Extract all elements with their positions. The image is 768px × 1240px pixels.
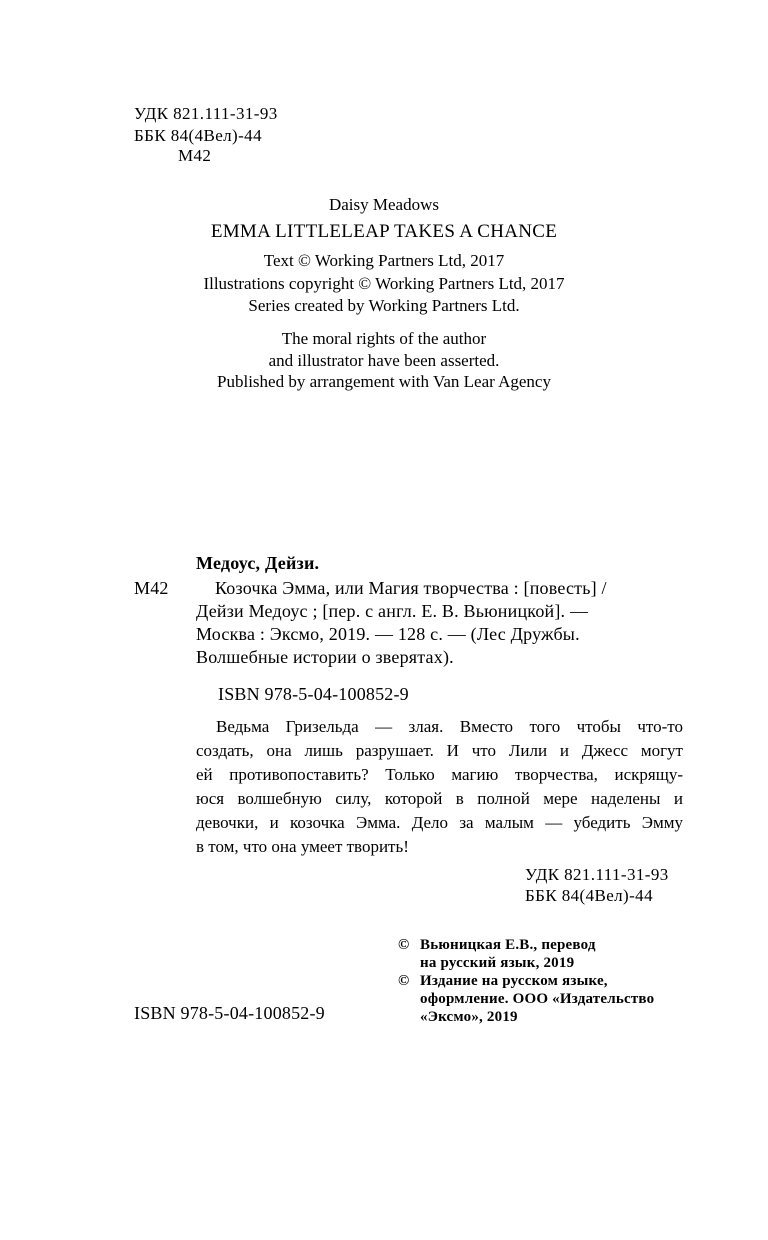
copyright-symbol: © (398, 973, 410, 989)
rights-line: and illustrator have been asserted. (268, 351, 500, 370)
rights-line: The moral rights of the author (281, 329, 487, 348)
copyright-line: оформление. ООО «Издательство (420, 991, 655, 1007)
udk-code-bottom: УДК 821.111-31-93 (525, 865, 669, 884)
copyright-symbol: © (398, 937, 410, 953)
footer-isbn: ISBN 978-5-04-100852-9 (134, 1003, 325, 1023)
credit-line: Text © Working Partners Ltd, 2017 (263, 251, 505, 270)
book-description (196, 715, 683, 859)
original-title: EMMA LITTLELEAP TAKES A CHANCE (210, 221, 558, 242)
copyright-line: на русский язык, 2019 (420, 955, 575, 971)
description-line: девочки, и козочка Эмма. Дело за малым — убедить Эмму (196, 813, 683, 832)
copyright-line: Издание на русском языке, (420, 973, 608, 989)
catalog-line: Дейзи Медоус ; [пер. с англ. Е. В. Вьюницкой]. — (196, 601, 589, 621)
catalog-mark: М42 (134, 578, 169, 598)
rights-line: Published by arrangement with Van Lear Agency (217, 372, 551, 391)
credit-line: Illustrations copyright © Working Partners Ltd, 2017 (203, 274, 565, 293)
catalog-line: Волшебные истории о зверятах). (196, 647, 454, 667)
copyright-line: «Эксмо», 2019 (420, 1009, 518, 1025)
original-author: Daisy Meadows (328, 195, 439, 214)
credit-line: Series created by Working Partners Ltd. (248, 296, 520, 315)
copyright-line: Вьюницкая Е.В., перевод (420, 937, 596, 953)
catalog-isbn: ISBN 978-5-04-100852-9 (218, 684, 409, 704)
bbk-code-bottom: ББК 84(4Вел)-44 (525, 886, 653, 905)
author-mark-top: М42 (178, 146, 212, 165)
udk-code-top: УДК 821.111-31-93 (134, 104, 278, 123)
description-line: создать, она лишь разрушает. И что Лили и Джесс могут (196, 741, 683, 760)
bbk-code-top: ББК 84(4Вел)-44 (134, 126, 262, 145)
catalog-line: Москва : Эксмо, 2019. — 128 с. — (Лес Дружбы. (196, 624, 580, 644)
catalog-heading: Медоус, Дейзи. (196, 553, 320, 573)
description-line: ей противопоставить? Только магию творчества, искрящу- (196, 765, 683, 784)
catalog-line: Козочка Эмма, или Магия творчества : [повесть] / (215, 578, 607, 598)
description-line: в том, что она умеет творить! (196, 837, 409, 856)
description-line: Ведьма Гризельда — злая. Вместо того чтобы что-то (216, 717, 683, 736)
description-line: юся волшебную силу, которой в полной мере наделены и (196, 789, 683, 808)
